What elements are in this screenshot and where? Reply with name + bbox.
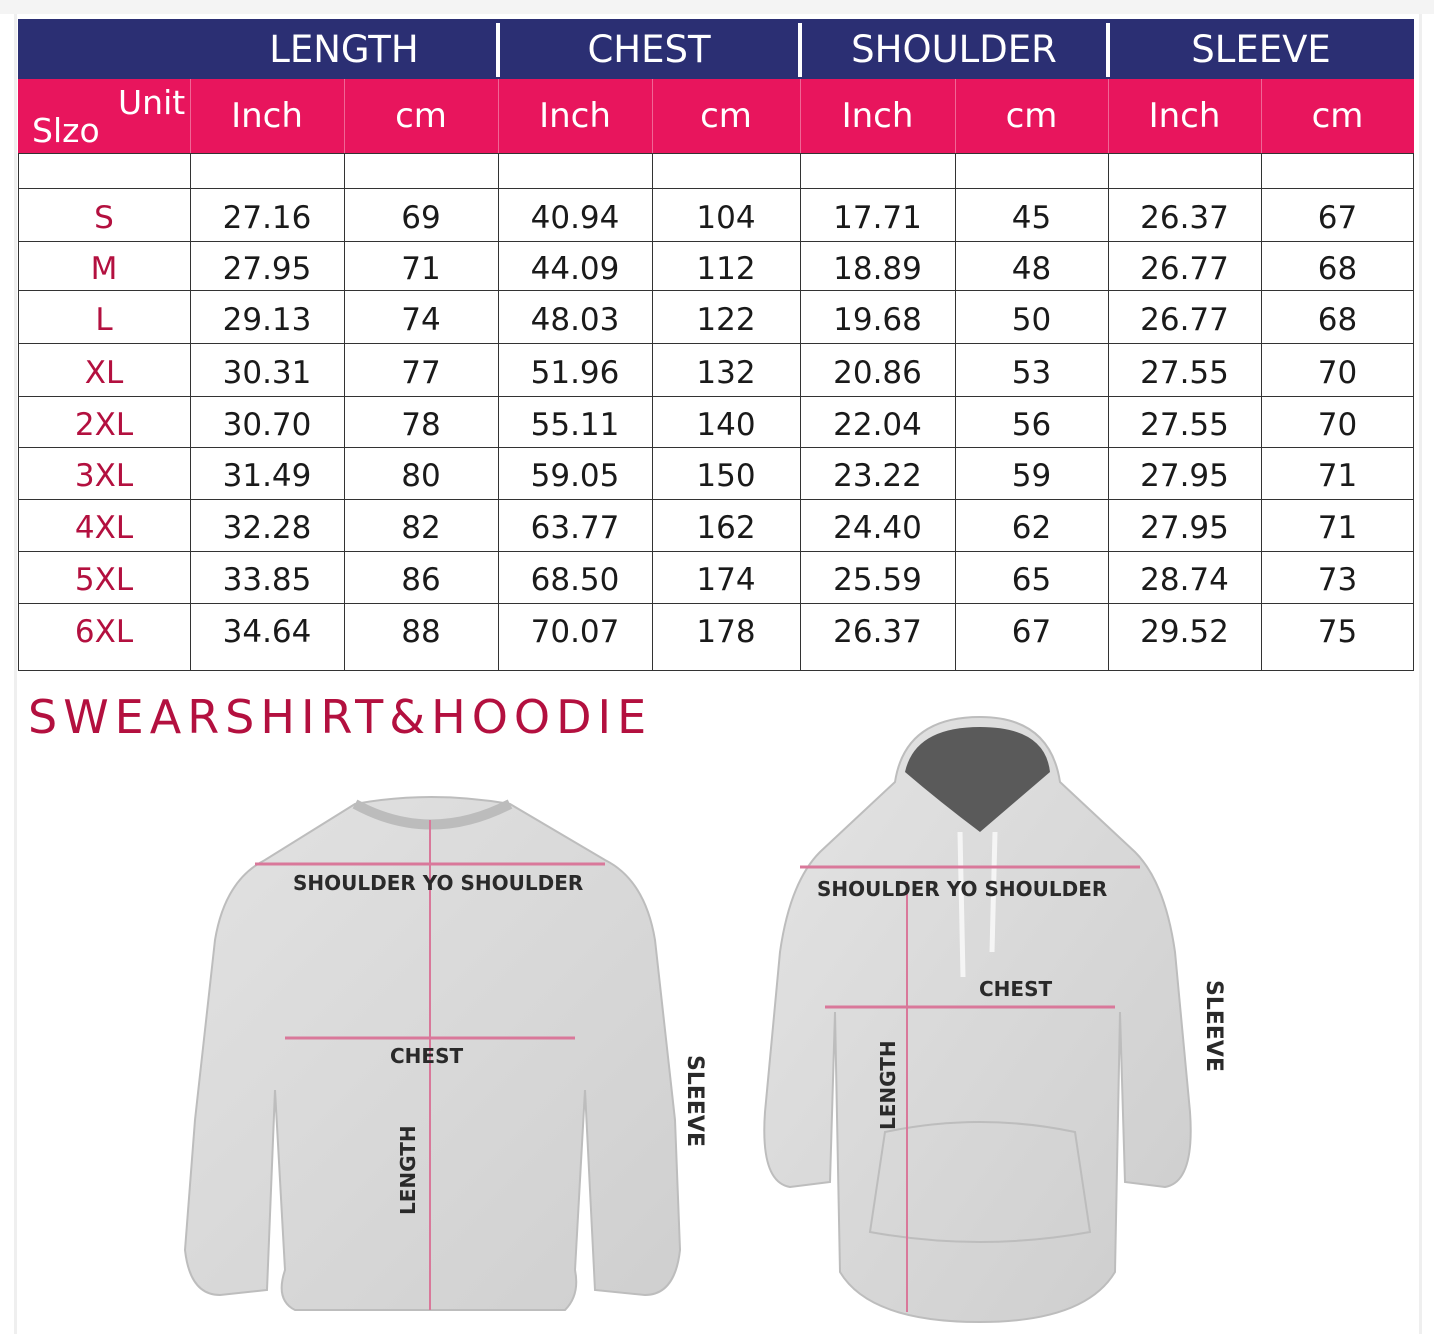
value-cell: 73	[1317, 562, 1358, 598]
unit-divider	[498, 79, 499, 153]
value-cell: 140	[696, 406, 756, 443]
value-cell: 86	[401, 562, 441, 598]
value-cell: 112	[696, 250, 756, 287]
value-cell: 80	[401, 458, 441, 494]
value-cell: 178	[696, 614, 756, 650]
value-cell: 25.59	[833, 562, 922, 598]
size-cell: S	[94, 199, 114, 236]
size-cell: 5XL	[74, 562, 134, 598]
unit-header-cm: cm	[1005, 96, 1058, 136]
value-cell: 104	[696, 199, 756, 236]
row-divider	[18, 290, 1414, 291]
unit-header-cm: cm	[395, 96, 447, 136]
size-cell: 3XL	[74, 458, 134, 494]
value-cell: 59	[1011, 458, 1052, 494]
unit-header-inch: Inch	[1148, 96, 1221, 136]
group-header-sleeve: SLEEVE	[1191, 27, 1331, 71]
value-cell: 71	[1317, 458, 1358, 494]
value-cell: 30.70	[222, 406, 312, 443]
value-cell: 19.68	[833, 301, 922, 338]
unit-divider	[652, 79, 653, 153]
hoodie-length-label: LENGTH	[876, 1040, 900, 1130]
value-cell: 22.04	[833, 406, 922, 443]
value-cell: 28.74	[1140, 562, 1229, 598]
row-divider	[18, 343, 1414, 344]
value-cell: 162	[696, 510, 756, 546]
group-divider	[1106, 23, 1110, 77]
value-cell: 27.95	[1140, 510, 1229, 546]
group-header-chest: CHEST	[587, 27, 711, 71]
value-cell: 132	[696, 354, 756, 391]
value-cell: 48	[1011, 250, 1052, 287]
value-cell: 26.77	[1140, 250, 1229, 287]
size-cell: XL	[84, 354, 124, 391]
value-cell: 45	[1011, 199, 1052, 236]
value-cell: 122	[696, 301, 756, 338]
group-header-shoulder: SHOULDER	[851, 27, 1057, 71]
value-cell: 40.94	[530, 199, 620, 236]
value-cell: 26.37	[833, 614, 922, 650]
size-chart-table	[18, 19, 1414, 671]
value-cell: 75	[1317, 614, 1358, 650]
value-cell: 20.86	[833, 354, 922, 391]
value-cell: 29.13	[222, 301, 312, 338]
value-cell: 51.96	[530, 354, 620, 391]
row-divider	[18, 499, 1414, 500]
value-cell: 27.55	[1140, 406, 1229, 443]
unit-divider	[800, 79, 801, 153]
unit-header-inch: Inch	[539, 96, 611, 136]
value-cell: 27.95	[1140, 458, 1229, 494]
right-border	[1419, 14, 1422, 1334]
row-divider	[18, 188, 1414, 189]
value-cell: 74	[401, 301, 441, 338]
group-divider	[496, 23, 500, 77]
value-cell: 150	[696, 458, 756, 494]
unit-divider	[1108, 79, 1109, 153]
value-cell: 67	[1011, 614, 1052, 650]
group-divider	[798, 23, 802, 77]
value-cell: 82	[401, 510, 441, 546]
value-cell: 65	[1011, 562, 1052, 598]
value-cell: 23.22	[833, 458, 922, 494]
value-cell: 88	[401, 614, 441, 650]
unit-header-cm: cm	[700, 96, 752, 136]
group-header-length: LENGTH	[269, 27, 419, 71]
value-cell: 69	[401, 199, 441, 236]
left-border	[14, 14, 17, 1334]
unit-divider	[190, 79, 191, 153]
row-divider	[18, 241, 1414, 242]
value-cell: 174	[696, 562, 756, 598]
row-divider	[18, 551, 1414, 552]
value-cell: 31.49	[222, 458, 312, 494]
value-cell: 27.95	[222, 250, 312, 287]
value-cell: 50	[1011, 301, 1052, 338]
sweatshirt-chest-label: CHEST	[390, 1044, 464, 1068]
sweatshirt-length-label: LENGTH	[396, 1125, 420, 1215]
sweatshirt-sleeve-label: SLEEVE	[682, 1055, 707, 1147]
value-cell: 68	[1317, 301, 1358, 338]
corner-unit-label: Unit	[118, 83, 186, 122]
section-title: SWEARSHIRT&HOODIE	[28, 690, 653, 744]
hoodie-chest-label: CHEST	[979, 977, 1053, 1001]
value-cell: 59.05	[530, 458, 620, 494]
value-cell: 17.71	[833, 199, 922, 236]
unit-header-inch: Inch	[231, 96, 303, 136]
value-cell: 70	[1317, 406, 1358, 443]
value-cell: 53	[1011, 354, 1052, 391]
value-cell: 71	[1317, 510, 1358, 546]
hoodie-shoulder-label: SHOULDER YO SHOULDER	[817, 877, 1108, 901]
value-cell: 68	[1317, 250, 1358, 287]
value-cell: 63.77	[530, 510, 620, 546]
value-cell: 26.77	[1140, 301, 1229, 338]
value-cell: 71	[401, 250, 441, 287]
value-cell: 70	[1317, 354, 1358, 391]
unit-header-cm: cm	[1311, 96, 1364, 136]
value-cell: 77	[401, 354, 441, 391]
row-divider	[18, 447, 1414, 448]
row-divider	[18, 396, 1414, 397]
value-cell: 34.64	[222, 614, 312, 650]
value-cell: 33.85	[222, 562, 312, 598]
size-cell: 4XL	[74, 510, 134, 546]
unit-divider	[955, 79, 956, 153]
value-cell: 56	[1011, 406, 1052, 443]
value-cell: 68.50	[530, 562, 620, 598]
sweatshirt-illustration	[175, 790, 707, 1330]
top-border	[0, 0, 1434, 14]
sweatshirt-shoulder-label: SHOULDER YO SHOULDER	[293, 871, 584, 895]
value-cell: 27.16	[222, 199, 312, 236]
size-cell: 2XL	[74, 406, 134, 443]
hoodie-sleeve-label: SLEEVE	[1201, 980, 1226, 1072]
value-cell: 24.40	[833, 510, 922, 546]
value-cell: 18.89	[833, 250, 922, 287]
value-cell: 67	[1317, 199, 1358, 236]
value-cell: 48.03	[530, 301, 620, 338]
unit-divider	[344, 79, 345, 153]
size-cell: L	[95, 301, 113, 338]
value-cell: 78	[401, 406, 441, 443]
size-cell: M	[90, 250, 118, 287]
value-cell: 26.37	[1140, 199, 1229, 236]
hoodie-drawstring-left	[960, 832, 963, 977]
unit-header-inch: Inch	[841, 96, 914, 136]
corner-size-label: Slzo	[32, 111, 100, 150]
value-cell: 44.09	[530, 250, 620, 287]
row-divider	[18, 603, 1414, 604]
value-cell: 27.55	[1140, 354, 1229, 391]
value-cell: 30.31	[222, 354, 312, 391]
value-cell: 32.28	[222, 510, 312, 546]
value-cell: 55.11	[530, 406, 620, 443]
value-cell: 29.52	[1140, 614, 1229, 650]
unit-divider	[1261, 79, 1262, 153]
value-cell: 70.07	[530, 614, 620, 650]
value-cell: 62	[1011, 510, 1052, 546]
size-cell: 6XL	[74, 614, 134, 650]
hoodie-illustration	[745, 712, 1235, 1332]
